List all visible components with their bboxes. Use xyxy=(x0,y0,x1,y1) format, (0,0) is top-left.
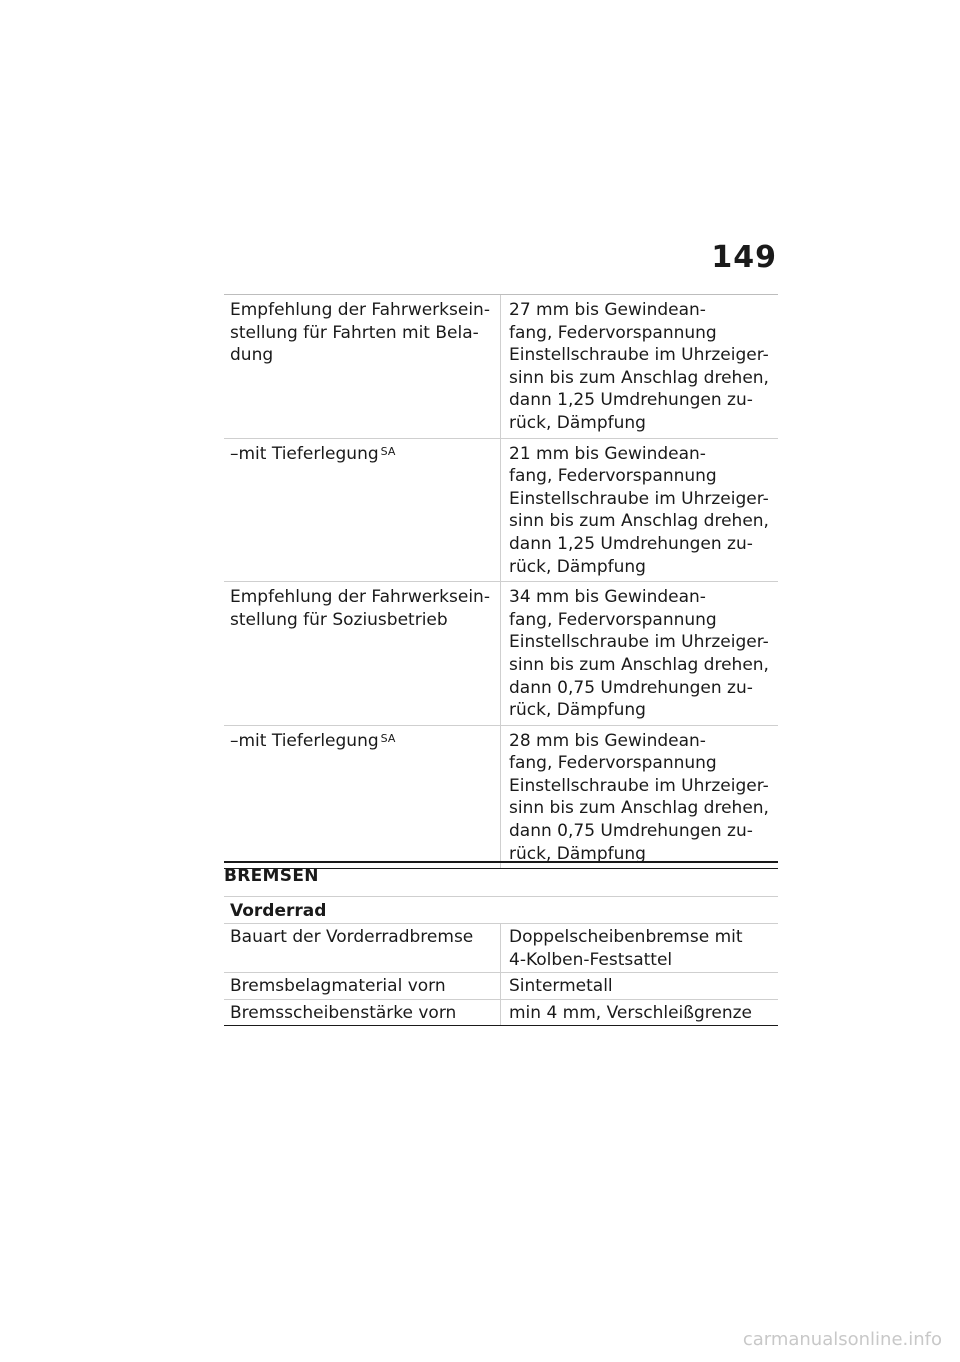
brake-value xyxy=(500,973,778,999)
value-line: fang, Federvorspannung xyxy=(509,609,717,630)
value-line: rück, Dämpfung xyxy=(509,700,646,721)
setting-value xyxy=(500,582,778,725)
value-line: dann 1,25 Umdrehungen zu- xyxy=(509,533,753,554)
setting-label xyxy=(224,295,500,438)
value-line: sinn bis zum Anschlag drehen, xyxy=(509,367,769,388)
section-heading: BREMSEN xyxy=(224,866,319,886)
special-equipment-marker: SA xyxy=(380,444,396,458)
page-number: 149 xyxy=(711,240,777,275)
value-line: Einstellschraube im Uhrzeiger- xyxy=(509,488,769,509)
special-equipment-marker: SA xyxy=(380,731,396,745)
setting-value xyxy=(500,726,778,869)
value-line: min 4 mm, Verschleißgrenze xyxy=(509,1002,752,1023)
setting-label xyxy=(224,582,500,725)
label-line: stellung für Fahrten mit Bela- xyxy=(230,322,479,343)
value-line: sinn bis zum Anschlag drehen, xyxy=(509,511,769,532)
label-line: Empfehlung der Fahrwerksein- xyxy=(230,300,490,320)
value-line: dann 1,25 Umdrehungen zu- xyxy=(509,390,753,411)
value-line: 27 mm bis Gewindean- xyxy=(509,300,706,320)
label-text: –mit Tieferlegung xyxy=(230,443,379,464)
value-line: Sintermetall xyxy=(509,976,613,997)
label-line xyxy=(230,443,494,466)
value-line: 34 mm bis Gewindean- xyxy=(509,587,706,608)
value-line: rück, Dämpfung xyxy=(509,412,646,433)
value-line: fang, Federvorspannung xyxy=(509,466,717,487)
setting-label xyxy=(224,439,500,582)
brake-value xyxy=(500,924,778,972)
setting-value xyxy=(500,439,778,582)
value-line: 28 mm bis Gewindean- xyxy=(509,730,706,751)
brake-label: Bremsbelagmaterial vorn xyxy=(230,976,446,997)
value-line: dann 0,75 Umdrehungen zu- xyxy=(509,677,753,698)
suspension-settings-table xyxy=(224,294,778,869)
value-line: fang, Federvorspannung xyxy=(509,753,717,774)
table-row xyxy=(224,439,778,583)
value-line: Einstellschraube im Uhrzeiger- xyxy=(509,775,769,796)
table-row xyxy=(224,582,778,726)
value-line: rück, Dämpfung xyxy=(509,556,646,577)
label-line xyxy=(230,730,494,753)
table-subheading: Vorderrad xyxy=(224,897,778,924)
value-line: dann 0,75 Umdrehungen zu- xyxy=(509,821,753,842)
value-line: Doppelscheibenbremse mit xyxy=(509,927,743,947)
table-row xyxy=(224,1000,778,1027)
value-line: Einstellschraube im Uhrzeiger- xyxy=(509,345,769,366)
setting-label xyxy=(224,726,500,869)
value-line: 4-Kolben-Festsattel xyxy=(509,949,673,970)
value-line: Einstellschraube im Uhrzeiger- xyxy=(509,632,769,653)
label-line: stellung für Soziusbetrieb xyxy=(230,609,448,630)
setting-value xyxy=(500,295,778,438)
brakes-table xyxy=(224,896,778,1026)
brake-label: Bauart der Vorderradbremse xyxy=(230,927,474,947)
table-row xyxy=(224,295,778,439)
label-text: –mit Tieferlegung xyxy=(230,730,379,751)
table-row xyxy=(224,726,778,870)
value-line: sinn bis zum Anschlag drehen, xyxy=(509,654,769,675)
value-line: sinn bis zum Anschlag drehen, xyxy=(509,798,769,819)
label-line: dung xyxy=(230,345,274,366)
brake-value xyxy=(500,1000,778,1026)
table-row xyxy=(224,924,778,973)
section-divider xyxy=(224,861,778,863)
watermark: carmanualsonline.info xyxy=(742,1329,942,1350)
table-row xyxy=(224,973,778,1000)
brake-label: Bremsscheibenstärke vorn xyxy=(230,1002,457,1023)
value-line: 21 mm bis Gewindean- xyxy=(509,443,706,464)
label-line: Empfehlung der Fahrwerksein- xyxy=(230,587,490,608)
value-line: rück, Dämpfung xyxy=(509,843,646,864)
value-line: fang, Federvorspannung xyxy=(509,322,717,343)
